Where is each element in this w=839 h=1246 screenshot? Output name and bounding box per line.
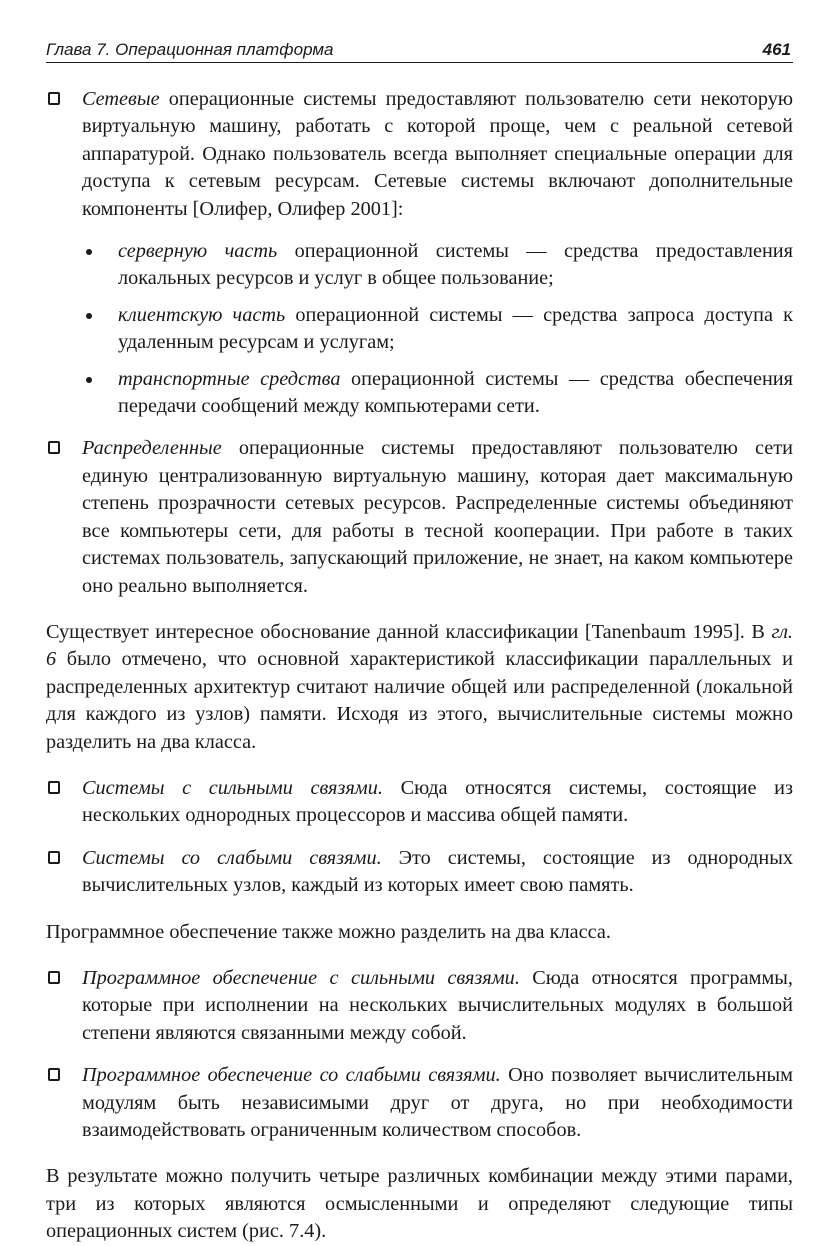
page-body [46,86,793,1246]
term-client: клиентскую часть [118,303,286,326]
chapter-title: Глава 7. Операционная платформа [46,40,334,59]
term-strong-systems: Системы с сильными связями. [82,776,383,799]
term-distributed: Распределенные [82,437,222,460]
item-text: операционной системы — средства предоставления локальных ресурсов и услуг в общее пользование; [118,240,793,290]
list-item-weak-systems [46,845,793,900]
item-text: Сюда относятся программы, которые при исполнении на нескольких вычислительных модулях в большой степени являются связанными между собой. [82,966,793,1044]
item-text: операционной системы — средства запроса доступа к удаленным ресурсам и услугам; [118,303,793,354]
bullet-dot-icon [86,313,92,319]
term-network: Сетевые [82,88,160,110]
checkbox-bullet-icon [48,92,60,105]
checkbox-bullet-icon [48,971,60,984]
term-transport: транспортные средства [118,367,341,390]
list-item-distributed-os [46,435,793,599]
term-weak-software: Программное обеспечение со слабыми связями. [82,1064,501,1087]
list-item-strong-software [46,965,793,1047]
checkbox-bullet-icon [48,441,60,454]
item-text: Это системы, состоящие из однородных вычислительных узлов, каждый из которых имеет свою память. [82,846,793,897]
bullet-dot-icon [86,377,92,383]
paragraph-software-classes: Программное обеспечение также можно разделить на два класса. [46,920,611,943]
item-text: Оно позволяет вычислительным модулям быть независимыми друг от друга, но при необходимости взаимодействовать ограниченным количеством способов. [82,1064,793,1141]
term-strong-software: Программное обеспечение с сильными связями. [82,966,520,989]
sub-item-server [46,238,793,293]
item-text: операционной системы — средства обеспечения передачи сообщений между компьютерами сети. [118,367,793,418]
page-number: 461 [762,40,791,59]
paragraph-classification: Существует интересное обоснование данной классификации [Tanenbaum 1995]. В гл. 6 было отмечено, что основной характеристикой классификации параллельных и распределенных архитектур считают наличие общей или распределенной (локальной для каждого из узлов) памяти. Исходя из этого, вычислительные системы можно разделить на два класса. [46,620,793,753]
bullet-dot-icon [86,249,92,255]
running-header [46,38,793,63]
item-text: операционные системы предоставляют пользователю сети единую централизованную виртуальную машину, которая дает максимальную степень прозрачности сетевых ресурсов. Распределенные системы объединяют все компьютеры сети, для работы в тесной кооперации. При работе в таких системах пользователь, запускающий приложение, не знает, на каком компьютере оно реально выполняется. [82,437,793,597]
list-item-strong-systems [46,775,793,830]
checkbox-bullet-icon [48,781,60,794]
item-text: операционные системы предоставляют пользователю сети некоторую виртуальную машину, работать с которой проще, чем с реальной сетевой аппаратурой. Однако пользователь всегда выполняет специальные операции для доступа к сетевым ресурсам. Сетевые системы включают дополнительные компоненты [Олифер, Олифер 2001]: [82,88,793,220]
item-text: Сюда относятся системы, состоящие из нескольких однородных процессоров и массива общей памяти. [82,776,794,827]
checkbox-bullet-icon [48,851,60,864]
chapter-reference: гл. 6 [46,620,793,671]
list-item-network-os [46,86,793,223]
paragraph-result: В результате можно получить четыре различных комбинации между этими парами, три из которых являются осмысленными и определяют следующие типы операционных систем (рис. 7.4). [46,1165,793,1243]
term-weak-systems: Системы со слабыми связями. [82,846,382,869]
sub-item-transport [46,366,793,421]
list-item-weak-software [46,1062,793,1144]
sub-item-client [46,302,793,357]
checkbox-bullet-icon [48,1068,60,1081]
term-server: серверную часть [118,240,278,263]
